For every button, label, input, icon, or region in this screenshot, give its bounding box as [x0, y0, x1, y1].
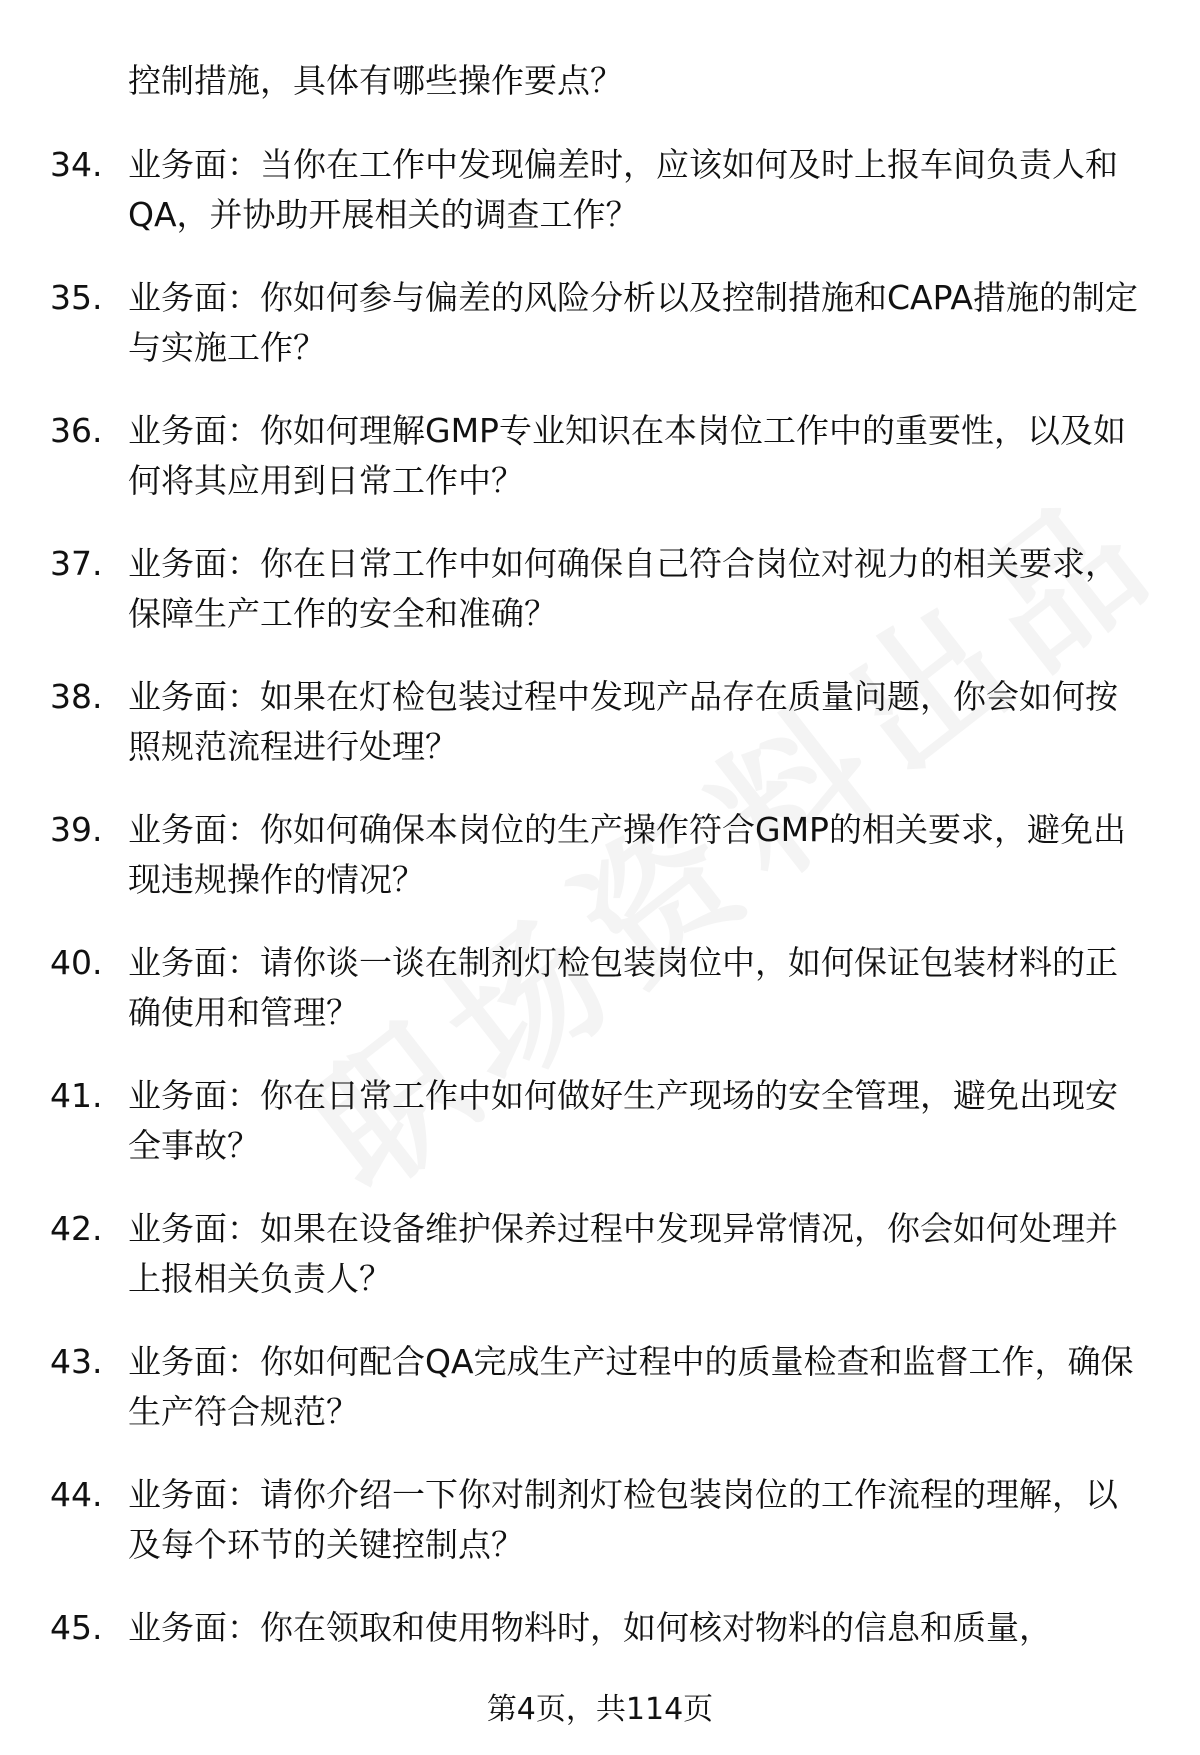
item-number: 38. — [50, 677, 103, 716]
item-number: 45. — [50, 1608, 103, 1647]
item-number: 35. — [50, 278, 103, 317]
item-text: 业务面：你如何配合QA完成生产过程中的质量检查和监督工作，确保生产符合规范？ — [128, 1342, 1134, 1431]
list-item — [0, 1071, 1200, 1204]
item-text: 业务面：当你在工作中发现偏差时，应该如何及时上报车间负责人和QA，并协助开展相关的调查工作？ — [128, 145, 1118, 234]
item-number: 41. — [50, 1076, 103, 1115]
list-item — [0, 273, 1200, 406]
list-item — [0, 1470, 1200, 1603]
item-text: 业务面：你如何理解GMP专业知识在本岗位工作中的重要性，以及如何将其应用到日常工作中？ — [128, 411, 1126, 500]
item-number: 40. — [50, 943, 103, 982]
item-number: 44. — [50, 1475, 103, 1514]
item-text: 业务面：你在日常工作中如何确保自己符合岗位对视力的相关要求，保障生产工作的安全和准确？ — [128, 544, 1118, 633]
item-number: 37. — [50, 544, 103, 583]
list-item — [0, 938, 1200, 1071]
list-item — [0, 1337, 1200, 1470]
item-number: 43. — [50, 1342, 103, 1381]
item-text: 业务面：你如何确保本岗位的生产操作符合GMP的相关要求，避免出现违规操作的情况？ — [128, 810, 1126, 899]
item-text: 业务面：如果在灯检包装过程中发现产品存在质量问题，你会如何按照规范流程进行处理？ — [128, 677, 1118, 766]
item-number: 42. — [50, 1209, 103, 1248]
list-item — [0, 406, 1200, 539]
continuation-text: 控制措施，具体有哪些操作要点？ — [128, 61, 623, 100]
item-text: 业务面：请你介绍一下你对制剂灯检包装岗位的工作流程的理解，以及每个环节的关键控制点？ — [128, 1475, 1118, 1564]
page-footer: 第4页，共114页 — [486, 1692, 714, 1727]
list-item — [0, 1204, 1200, 1337]
list-item — [0, 672, 1200, 805]
list-item — [0, 805, 1200, 938]
item-text: 业务面：请你谈一谈在制剂灯检包装岗位中，如何保证包装材料的正确使用和管理？ — [128, 943, 1118, 1032]
item-text: 业务面：你如何参与偏差的风险分析以及控制措施和CAPA措施的制定与实施工作？ — [128, 278, 1138, 367]
question-list — [0, 140, 1200, 1736]
item-text: 业务面：你在领取和使用物料时，如何核对物料的信息和质量， — [128, 1608, 1052, 1647]
item-text: 业务面：你在日常工作中如何做好生产现场的安全管理，避免出现安全事故？ — [128, 1076, 1118, 1165]
item-text: 业务面：如果在设备维护保养过程中发现异常情况，你会如何处理并上报相关负责人？ — [128, 1209, 1118, 1298]
item-number: 34. — [50, 145, 103, 184]
list-item — [0, 539, 1200, 672]
list-item — [0, 140, 1200, 273]
item-number: 39. — [50, 810, 103, 849]
item-number: 36. — [50, 411, 103, 450]
